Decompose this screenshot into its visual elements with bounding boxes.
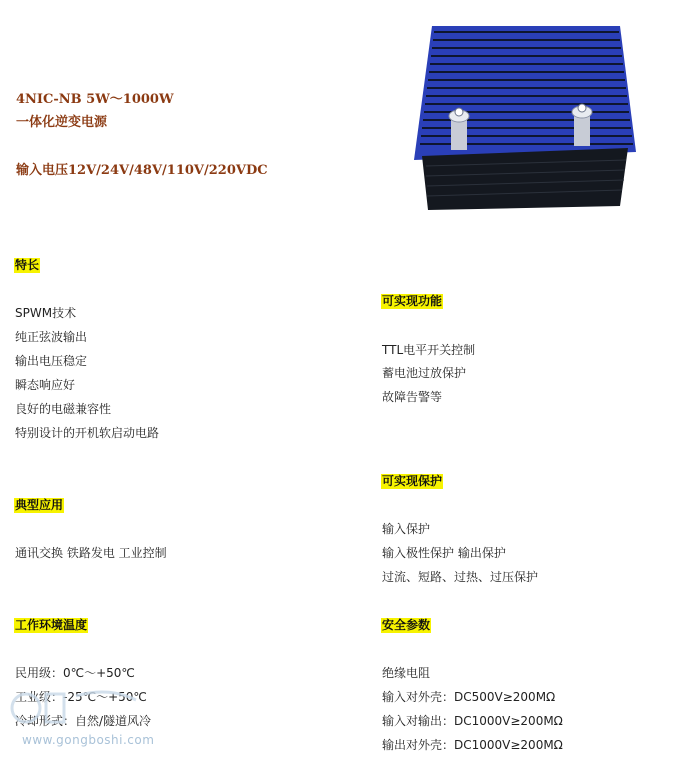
safety-heading: 安全参数 bbox=[382, 618, 431, 632]
product-name: 一体化逆变电源 bbox=[16, 115, 108, 130]
terminal-right bbox=[572, 104, 592, 146]
temperature-heading: 工作环境温度 bbox=[15, 618, 88, 632]
temperature-item: 民用级：0℃～+50℃ bbox=[15, 666, 135, 680]
product-model: 4NIC-NB 5W～1000W bbox=[16, 92, 174, 107]
protection-heading: 可实现保护 bbox=[382, 474, 443, 488]
product-input-voltage: 输入电压12V/24V/48V/110V/220VDC bbox=[16, 163, 268, 178]
terminal-left bbox=[449, 108, 469, 150]
feature-item: 瞬态响应好 bbox=[15, 378, 76, 392]
feature-item: 纯正弦波输出 bbox=[15, 330, 88, 344]
protection-item: 过流、短路、过热、过压保护 bbox=[382, 570, 539, 584]
applications-heading: 典型应用 bbox=[15, 498, 64, 512]
feature-item: SPWM技术 bbox=[15, 306, 77, 320]
device-top-plate bbox=[414, 26, 636, 160]
safety-item: 输入对外壳：DC500V≥200MΩ bbox=[382, 690, 556, 704]
temperature-item: 工业级：-25℃～+50℃ bbox=[15, 690, 147, 704]
device-body bbox=[422, 148, 628, 210]
protection-item: 输入保护 bbox=[382, 522, 431, 536]
safety-item: 绝缘电阻 bbox=[382, 666, 431, 680]
function-item: 蓄电池过放保护 bbox=[382, 366, 467, 380]
temperature-item: 冷却形式：自然/隧道风冷 bbox=[15, 714, 152, 728]
function-item: 故障告警等 bbox=[382, 390, 443, 404]
watermark-text: www.gongboshi.com bbox=[22, 733, 155, 747]
functions-heading: 可实现功能 bbox=[382, 294, 443, 308]
feature-item: 特别设计的开机软启动电路 bbox=[15, 426, 160, 440]
product-photo bbox=[414, 22, 636, 212]
application-item: 通讯交换 铁路发电 工业控制 bbox=[15, 546, 167, 560]
feature-item: 良好的电磁兼容性 bbox=[15, 402, 112, 416]
safety-item: 输出对外壳：DC1000V≥200MΩ bbox=[382, 738, 563, 752]
safety-item: 输入对输出：DC1000V≥200MΩ bbox=[382, 714, 563, 728]
function-item: TTL电平开关控制 bbox=[382, 343, 476, 357]
feature-item: 输出电压稳定 bbox=[15, 354, 88, 368]
features-heading: 特长 bbox=[15, 258, 40, 272]
protection-item: 输入极性保护 输出保护 bbox=[382, 546, 506, 560]
